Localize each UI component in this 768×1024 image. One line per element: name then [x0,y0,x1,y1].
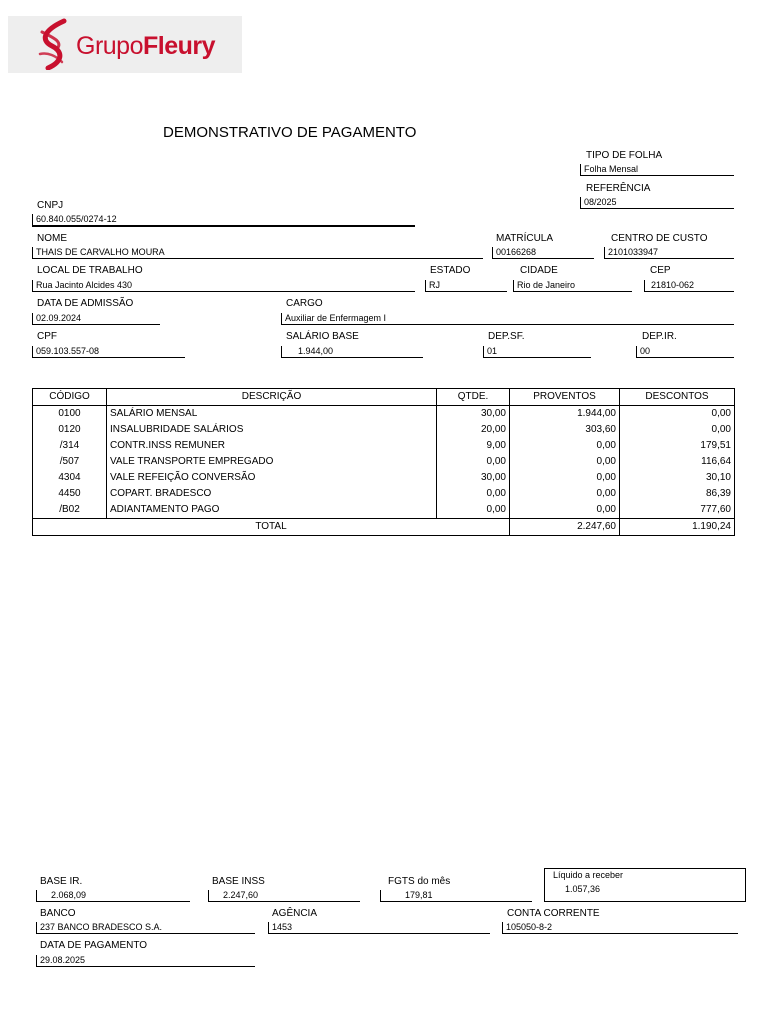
row-descontos: 0,00 [620,406,735,423]
cnpj-value: 60.840.055/0274-12 [32,214,415,227]
referencia-value: 08/2025 [580,197,734,209]
base-ir-value: 2.068,09 [36,890,190,902]
row-proventos: 1.944,00 [510,406,620,423]
row-codigo: 0100 [33,406,107,423]
row-qtde: 0,00 [437,502,510,519]
row-qtde: 30,00 [437,470,510,486]
nome-value: THAIS DE CARVALHO MOURA [32,247,483,259]
estado-label: ESTADO [430,265,471,276]
liquido-box [544,868,746,902]
data-admissao-label: DATA DE ADMISSÃO [37,298,134,309]
row-qtde: 30,00 [437,406,510,423]
table-header-row [33,389,735,406]
row-descricao: COPART. BRADESCO [107,486,437,502]
descontos-header: DESCONTOS [620,389,735,406]
grupo-fleury-logo-icon [34,18,74,70]
banco-value: 237 BANCO BRADESCO S.A. [36,922,255,934]
row-descricao: ADIANTAMENTO PAGO [107,502,437,519]
referencia-label: REFERÊNCIA [586,183,651,194]
centro-custo-label: CENTRO DE CUSTO [611,233,708,244]
centro-custo-value: 2101033947 [604,247,734,259]
row-codigo: 0120 [33,422,107,438]
table-row [33,406,735,423]
nome-label: NOME [37,233,67,244]
table-row [33,422,735,438]
agencia-value: 1453 [268,922,490,934]
cargo-label: CARGO [286,298,323,309]
dep-sf-label: DEP.SF. [488,331,525,342]
row-descricao: INSALUBRIDADE SALÁRIOS [107,422,437,438]
dep-ir-label: DEP.IR. [642,331,677,342]
descricao-header: DESCRIÇÃO [107,389,437,406]
cidade-label: CIDADE [520,265,558,276]
salario-base-value: 1.944,00 [281,346,423,358]
estado-value: RJ [425,280,507,292]
table-row [33,486,735,502]
table-total-row [33,519,735,536]
logo-regular-text: Grupo [76,32,143,60]
qtde-header: QTDE. [437,389,510,406]
cep-value: 21810-062 [644,280,734,292]
base-inss-value: 2.247,60 [208,890,360,902]
row-descontos: 30,10 [620,470,735,486]
base-inss-label: BASE INSS [212,876,265,887]
row-proventos: 0,00 [510,486,620,502]
row-codigo: /507 [33,454,107,470]
table-row [33,502,735,519]
row-codigo: /314 [33,438,107,454]
logo-bold-text: Fleury [142,32,216,60]
row-codigo: 4450 [33,486,107,502]
row-descontos: 179,51 [620,438,735,454]
row-proventos: 303,60 [510,422,620,438]
row-descontos: 777,60 [620,502,735,519]
row-descontos: 0,00 [620,422,735,438]
cnpj-label: CNPJ [37,200,64,211]
codigo-header: CÓDIGO [33,389,107,406]
salario-base-label: SALÁRIO BASE [286,331,359,342]
row-descricao: SALÁRIO MENSAL [107,406,437,423]
row-descricao: VALE TRANSPORTE EMPREGADO [107,454,437,470]
total-proventos: 2.247,60 [510,519,620,536]
row-descricao: VALE REFEIÇÃO CONVERSÃO [107,470,437,486]
row-descontos: 116,64 [620,454,735,470]
row-qtde: 20,00 [437,422,510,438]
data-admissao-value: 02.09.2024 [32,313,160,325]
liquido-value: 1.057,36 [565,884,601,894]
table-row [33,454,735,470]
cargo-value: Auxiliar de Enfermagem I [281,313,734,325]
row-descricao: CONTR.INSS REMUNER [107,438,437,454]
row-codigo: /B02 [33,502,107,519]
conta-corrente-label: CONTA CORRENTE [507,908,600,919]
banco-label: BANCO [40,908,76,919]
dep-ir-value: 00 [636,346,734,358]
row-descontos: 86,39 [620,486,735,502]
agencia-label: AGÊNCIA [272,908,318,919]
logo-wordmark [76,30,215,62]
table-row [33,470,735,486]
fgts-value: 179,81 [380,890,532,902]
row-proventos: 0,00 [510,454,620,470]
local-trabalho-value: Rua Jacinto Alcides 430 [32,280,415,292]
tipo-folha-value: Folha Mensal [580,164,734,176]
matricula-label: MATRÍCULA [496,233,554,244]
row-proventos: 0,00 [510,438,620,454]
cpf-value: 059.103.557-08 [32,346,185,358]
fgts-label: FGTS do mês [388,876,451,887]
cep-label: CEP [650,265,671,276]
total-label: TOTAL [33,519,510,536]
table-row [33,438,735,454]
row-qtde: 0,00 [437,486,510,502]
payslip-items-table [32,388,735,536]
base-ir-label: BASE IR. [40,876,83,887]
data-pagamento-value: 29.08.2025 [36,955,255,967]
conta-corrente-value: 105050-8-2 [502,922,738,934]
local-trabalho-label: LOCAL DE TRABALHO [37,265,143,276]
cpf-label: CPF [37,331,57,342]
cidade-value: Rio de Janeiro [513,280,632,292]
data-pagamento-label: DATA DE PAGAMENTO [40,940,148,951]
dep-sf-value: 01 [483,346,591,358]
liquido-label: Líquido a receber [553,870,624,880]
row-proventos: 0,00 [510,502,620,519]
row-codigo: 4304 [33,470,107,486]
row-qtde: 0,00 [437,454,510,470]
row-qtde: 9,00 [437,438,510,454]
proventos-header: PROVENTOS [510,389,620,406]
matricula-value: 00166268 [492,247,594,259]
document-title: DEMONSTRATIVO DE PAGAMENTO [163,124,417,141]
row-proventos: 0,00 [510,470,620,486]
tipo-folha-label: TIPO DE FOLHA [586,150,663,161]
total-descontos: 1.190,24 [620,519,735,536]
